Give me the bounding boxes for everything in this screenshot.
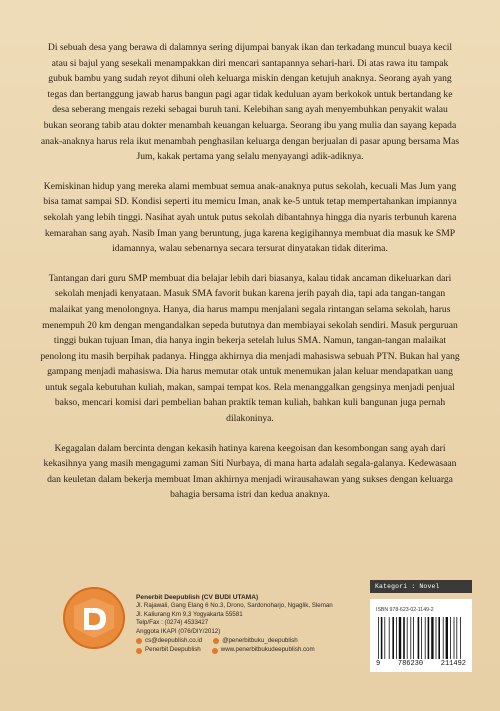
synopsis-paragraph-3: Tantangan dari guru SMP membuat dia belajar lebih dari biasanya, kalau tidak ancaman dikeluarkan dari sekolah menjadi kenyataan. Masuk SMA favorit bukan karena jerih payah dia, tapi ada tangan-tangan malaikat yang menolongnya. Hanya, dia harus mampu menjalani segala rintangan selama sekolah, harus menempuh 20 km dengan mengandalkan sepeda bututnya dan membiayai sekolah sendiri. Masuk perguruan tinggi bukan tujuan Iman, dia hanya ingin bekerja setelah lulus SMA. Namun, tangan-tangan malaikat penolong itu masih berpihak padanya. Hingga akhirnya dia menjadi mahasiswa sebuah PTN. Bukan hal yang gampang menjadi mahasiswa. Dia harus memutar otak untuk menemukan jalan keluar mendapatkan uang untuk segala kebutuhan kuliah, makan, sampai tempat kos. Rela menanggalkan gengsinya menjadi penjual bakso, mencari komisi dari pembelian bahan praktik teman kuliah, bahkan kuli bangunan juga pernah dilakoninya. (40, 272, 460, 425)
email-text: cs@deepublish.co.id (145, 637, 203, 645)
publisher-address-2: Jl. Kaliurang Km 9,3 Yogyakarta 55581 (136, 610, 243, 618)
barcode-numbers (376, 660, 466, 668)
contact-row-1 (136, 637, 376, 645)
publisher-name: Penerbit Deepublish (CV BUDI UTAMA) (136, 594, 259, 601)
barcode-group-2: 211492 (440, 660, 466, 668)
website-text: www.penerbitbukudeepublish.com (220, 646, 315, 654)
facebook-contact[interactable] (136, 646, 201, 654)
email-contact[interactable] (136, 637, 202, 645)
website-contact[interactable] (212, 646, 315, 654)
email-icon (136, 638, 142, 644)
barcode-bars (376, 617, 466, 659)
category-label: Kategori : Novel (370, 580, 472, 593)
globe-icon (212, 648, 218, 654)
publisher-ikapi: Anggota IKAPI (076/DIY/2012) (136, 627, 221, 635)
instagram-icon (213, 638, 219, 644)
deepublish-logo-icon (60, 584, 128, 652)
synopsis (40, 40, 460, 517)
contact-row-2 (136, 646, 376, 654)
synopsis-paragraph-2: Kemiskinan hidup yang mereka alami membuat semua anak-anaknya putus sekolah, kecuali Mas Jum yang bisa tamat sampai SD. Kondisi seperti itu memicu Iman, anak ke-5 untuk tetap mempertahankan impiannya sekolah yang lebih tinggi. Nasihat ayah untuk putus sekolah dibantahnya hingga dia nyaris terbunuh karena kemarahan sang ayah. Nasib Iman yang beruntung, juga karena kegigihannya membuat dia masuk ke SMP idamannya, walau sebenarnya secara tersurat dinyatakan tidak diterima. (43, 180, 457, 255)
barcode-card (370, 599, 472, 672)
barcode-lead: 9 (376, 660, 381, 668)
instagram-contact[interactable] (213, 637, 297, 645)
facebook-text: Penerbit Deepublish (145, 646, 201, 654)
instagram-text: @penerbitbuku_deepublish (222, 637, 298, 645)
synopsis-paragraph-4: Kegagalan dalam bercinta dengan kekasih hatinya karena keegoisan dan kesombongan sang ayah dari kekasihnya yang masih mengagumi zaman Siti Nurbaya, di mana harta adalah segala-galanya. Kedewasaan dan keuletan dalam bekerja membuat Iman akhirnya menjadi wirausahawan yang sukses dengan keluarga bahagia bersama istri dan kedua anaknya. (43, 442, 457, 501)
publisher-info (136, 594, 376, 655)
category-and-barcode (370, 580, 472, 672)
synopsis-paragraph-1: Di sebuah desa yang berawa di dalamnya sering dijumpai banyak ikan dan terkadang muncul buaya kecil atau si bajul yang sesekali menampakkan diri mencari santapannya sehari-hari. Di atas rawa itu tampak gubuk bambu yang sudah reyot dihuni oleh keluarga miskin dengan ketujuh anaknya. Seorang ayah yang tegas dan bertanggung jawab harus bangun pagi agar tidak keduluan ayam berkokok untuk bertandang ke desa seberang mengais rezeki sebagai buruh tani. Kelebihan sang ayah menyembuhkan penyakit walau bukan seorang tabib atau dokter menambah keuangan keluarga. Seorang ibu yang mulia dan sayang kepada anak-anaknya harus rela ikut menambah penghasilan keluarga dengan berjualan di pasar apung bersama Mas Jum, kakak pertama yang selalu menyayangi adik-adiknya. (40, 42, 460, 163)
publisher-address-1: Jl. Rajawali, Gang Elang 6 No.3, Drono, Sardonoharjo, Ngaglik, Sleman (136, 602, 333, 610)
facebook-icon (136, 648, 142, 654)
barcode-group-1: 786230 (397, 660, 424, 668)
isbn-text: ISBN 978-623-02-1149-2 (376, 607, 434, 613)
publisher-phone: Telp/Fax : (0274) 4533427 (136, 619, 209, 627)
